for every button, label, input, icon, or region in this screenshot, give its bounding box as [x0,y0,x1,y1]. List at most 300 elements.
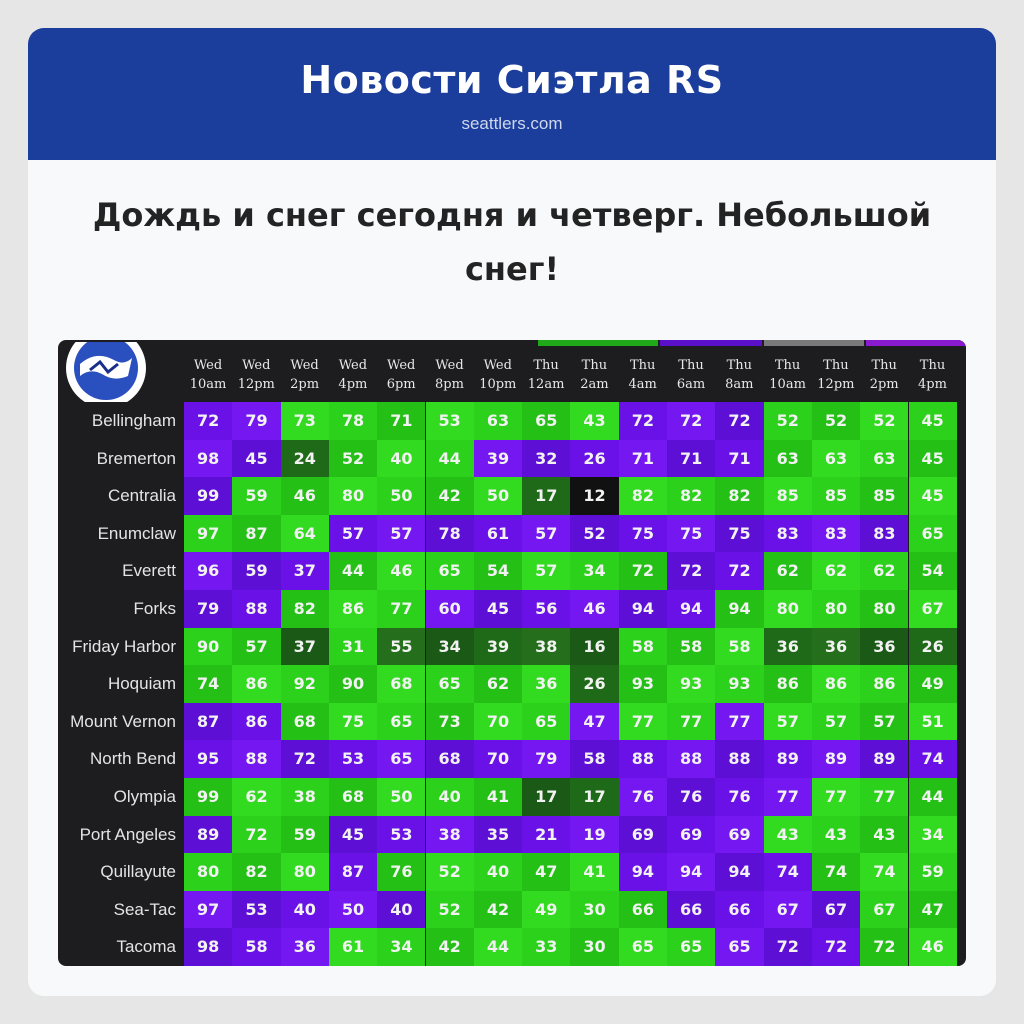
column-header-day: Thu [871,358,897,373]
heatmap-cell: 64 [281,515,329,553]
column-header-day: Thu [919,358,946,373]
heatmap-cell: 97 [184,515,232,553]
heatmap-cell: 47 [522,853,570,891]
column-header-day: Wed [387,358,416,373]
heatmap-cell: 79 [232,402,280,440]
heatmap-cell: 65 [426,552,474,590]
heatmap-cell: 52 [426,853,474,891]
heatmap-cell: 43 [764,816,812,854]
site-url[interactable]: seattlers.com [461,114,563,133]
site-header [28,28,996,160]
column-header [377,356,425,394]
column-header-time: 4am [628,377,657,392]
heatmap-cell: 67 [764,891,812,929]
heatmap-cell: 39 [474,628,522,666]
heatmap-cell: 43 [570,402,618,440]
column-header [522,356,570,394]
column-header [570,356,618,394]
row-label: Bremerton [96,448,176,468]
heatmap-cell: 26 [909,628,957,666]
heatmap-cell: 45 [474,590,522,628]
heatmap-cell: 77 [377,590,425,628]
heatmap-cell: 21 [522,816,570,854]
heatmap-cell: 94 [715,853,763,891]
heatmap-cell: 80 [764,590,812,628]
heatmap-cell: 58 [570,740,618,778]
nws-logo-icon [66,342,146,402]
heatmap-cell: 17 [522,477,570,515]
heatmap-cell: 70 [474,703,522,741]
heatmap-cell: 72 [860,928,908,966]
heatmap-cell: 62 [812,552,860,590]
heatmap-cell: 97 [184,891,232,929]
row-label: Tacoma [116,937,176,957]
heatmap-cell: 38 [281,778,329,816]
color-strip-gray [764,340,864,346]
heatmap-cell: 76 [715,778,763,816]
heatmap-cell: 87 [232,515,280,553]
heatmap-cell: 80 [184,853,232,891]
row-label: North Bend [90,749,176,769]
heatmap-cell: 86 [232,665,280,703]
column-header [329,356,377,394]
heatmap-cell: 75 [329,703,377,741]
column-header-time: 4pm [918,377,947,392]
heatmap-cell: 65 [522,703,570,741]
heatmap-cell: 62 [860,552,908,590]
heatmap-cell: 40 [377,440,425,478]
heatmap-cell: 65 [377,703,425,741]
column-header-day: Thu [774,358,801,373]
heatmap-cell: 86 [329,590,377,628]
heatmap-cell: 70 [474,740,522,778]
heatmap-cell: 46 [377,552,425,590]
heatmap-cell: 63 [474,402,522,440]
heatmap-cell: 59 [281,816,329,854]
heatmap-cell: 44 [909,778,957,816]
column-header [860,356,908,394]
heatmap-cell: 67 [860,891,908,929]
heatmap-cell: 68 [377,665,425,703]
heatmap-cell: 86 [812,665,860,703]
heatmap-cell: 86 [860,665,908,703]
heatmap-cell: 75 [619,515,667,553]
heatmap-cell: 92 [281,665,329,703]
heatmap-cell: 83 [860,515,908,553]
forecast-heatmap [58,340,966,966]
heatmap-cell: 34 [426,628,474,666]
heatmap-cell: 19 [570,816,618,854]
heatmap-cell: 71 [667,440,715,478]
heatmap-cell: 36 [281,928,329,966]
column-header-day: Wed [290,358,319,373]
heatmap-cell: 87 [329,853,377,891]
heatmap-cell: 88 [232,590,280,628]
column-header [426,356,474,394]
heatmap-cell: 59 [232,552,280,590]
heatmap-cell: 80 [329,477,377,515]
heatmap-cell: 82 [667,477,715,515]
heatmap-cell: 65 [522,402,570,440]
heatmap-cell: 74 [184,665,232,703]
column-header [667,356,715,394]
heatmap-cell: 42 [426,928,474,966]
column-header-time: 10am [769,377,806,392]
column-header [281,356,329,394]
column-header-day: Thu [533,358,559,373]
heatmap-cell: 43 [812,816,860,854]
heatmap-cell: 41 [570,853,618,891]
heatmap-cell: 74 [860,853,908,891]
heatmap-cell: 45 [909,402,957,440]
column-header-time: 12pm [237,377,275,392]
heatmap-cell: 94 [667,853,715,891]
heatmap-cell: 89 [184,816,232,854]
heatmap-cell: 80 [860,590,908,628]
heatmap-cell: 82 [281,590,329,628]
heatmap-cell: 66 [715,891,763,929]
heatmap-cell: 82 [715,477,763,515]
column-header [184,356,232,394]
heatmap-cell: 56 [522,590,570,628]
row-label: Hoquiam [107,674,176,694]
heatmap-cell: 54 [909,552,957,590]
color-strip-violet [866,340,966,346]
heatmap-cell: 61 [329,928,377,966]
heatmap-cell: 58 [232,928,280,966]
heatmap-cell: 94 [619,590,667,628]
heatmap-cell: 72 [232,816,280,854]
heatmap-cell: 77 [715,703,763,741]
heatmap-cell: 62 [232,778,280,816]
heatmap-cell: 30 [570,891,618,929]
heatmap-cell: 52 [764,402,812,440]
heatmap-cell: 39 [474,440,522,478]
heatmap-cell: 74 [909,740,957,778]
heatmap-cell: 46 [909,928,957,966]
heatmap-cell: 77 [619,703,667,741]
heatmap-cell: 57 [232,628,280,666]
heatmap-cell: 41 [474,778,522,816]
heatmap-cell: 74 [764,853,812,891]
row-label: Mount Vernon [70,711,176,731]
heatmap-cell: 46 [281,477,329,515]
heatmap-cell: 69 [619,816,667,854]
heatmap-cell: 40 [281,891,329,929]
heatmap-cell: 40 [474,853,522,891]
heatmap-cell: 43 [860,816,908,854]
heatmap-cell: 45 [232,440,280,478]
heatmap-cell: 72 [619,402,667,440]
heatmap-cell: 57 [860,703,908,741]
heatmap-cell: 36 [860,628,908,666]
heatmap-cell: 24 [281,440,329,478]
heatmap-cell: 72 [764,928,812,966]
row-label: Quillayute [100,862,176,882]
column-header [715,356,763,394]
heatmap-cell: 71 [715,440,763,478]
column-header-day: Wed [242,358,271,373]
heatmap-cell: 69 [667,816,715,854]
heatmap-cell: 80 [812,590,860,628]
column-header-time: 12am [527,377,565,392]
heatmap-cell: 52 [570,515,618,553]
heatmap-cell: 63 [860,440,908,478]
column-header-time: 8pm [435,377,464,392]
heatmap-cell: 72 [812,928,860,966]
heatmap-cell: 16 [570,628,618,666]
heatmap-cell: 74 [812,853,860,891]
column-header [909,356,957,394]
column-header-time: 10pm [479,377,517,392]
heatmap-cell: 26 [570,440,618,478]
heatmap-cell: 37 [281,628,329,666]
heatmap-cell: 85 [764,477,812,515]
heatmap-cell: 90 [329,665,377,703]
heatmap-cell: 38 [426,816,474,854]
heatmap-cell: 99 [184,477,232,515]
heatmap-cell: 72 [184,402,232,440]
heatmap-cell: 66 [619,891,667,929]
heatmap-cell: 49 [522,891,570,929]
heatmap-cell: 59 [232,477,280,515]
column-header [232,356,280,394]
column-header-day: Wed [483,358,512,373]
heatmap-cell: 50 [474,477,522,515]
heatmap-cell: 59 [909,853,957,891]
heatmap-cell: 62 [764,552,812,590]
heatmap-cell: 83 [812,515,860,553]
heatmap-cell: 68 [281,703,329,741]
heatmap-cell: 52 [812,402,860,440]
column-header-day: Thu [581,358,608,373]
column-header [619,356,667,394]
column-header-time: 6pm [386,377,416,392]
heatmap-cell: 35 [474,816,522,854]
heatmap-cell: 65 [619,928,667,966]
heatmap-cell: 85 [812,477,860,515]
heatmap-cell: 93 [619,665,667,703]
heatmap-cell: 40 [377,891,425,929]
column-header [764,356,812,394]
heatmap-cell: 72 [667,402,715,440]
heatmap-cell: 77 [764,778,812,816]
heatmap-cell: 71 [377,402,425,440]
heatmap-cell: 96 [184,552,232,590]
heatmap-cell: 17 [522,778,570,816]
heatmap-cell: 32 [522,440,570,478]
heatmap-cell: 36 [522,665,570,703]
heatmap-cell: 34 [909,816,957,854]
heatmap-cell: 65 [715,928,763,966]
headline: Дождь и снег сегодня и четверг. Небольшой снег! [92,196,932,288]
heatmap-cell: 52 [426,891,474,929]
column-header-time: 4pm [338,377,368,392]
column-header-day: Wed [193,358,223,373]
heatmap-cell: 51 [909,703,957,741]
site-title: Новости Сиэтла RS [300,58,724,102]
column-header-time: 6am [676,377,706,392]
heatmap-cell: 44 [474,928,522,966]
column-header-day: Thu [823,358,849,373]
heatmap-cell: 88 [715,740,763,778]
heatmap-cell: 50 [377,778,425,816]
heatmap-cell: 52 [860,402,908,440]
heatmap-cell: 89 [764,740,812,778]
row-label: Forks [133,599,176,618]
heatmap-cell: 42 [426,477,474,515]
heatmap-cell: 40 [426,778,474,816]
heatmap-cell: 62 [474,665,522,703]
heatmap-cell: 75 [667,515,715,553]
heatmap-cell: 57 [764,703,812,741]
row-label: Sea-Tac [113,899,176,919]
heatmap-cell: 50 [377,477,425,515]
heatmap-cell: 58 [619,628,667,666]
heatmap-cell: 47 [909,891,957,929]
heatmap-cell: 52 [329,440,377,478]
heatmap-cell: 76 [619,778,667,816]
column-header [812,356,860,394]
heatmap-cell: 34 [377,928,425,966]
heatmap-cell: 80 [281,853,329,891]
row-label: Bellingham [91,411,176,430]
heatmap-cell: 33 [522,928,570,966]
heatmap-cell: 31 [329,628,377,666]
heatmap-cell: 50 [329,891,377,929]
heatmap-cell: 93 [715,665,763,703]
heatmap-cell: 78 [426,515,474,553]
heatmap-cell: 45 [329,816,377,854]
column-header [474,356,522,394]
column-header-time: 2am [580,377,609,392]
heatmap-cell: 88 [232,740,280,778]
heatmap-cell: 30 [570,928,618,966]
heatmap-cell: 71 [619,440,667,478]
heatmap-cell: 65 [377,740,425,778]
heatmap-cell: 65 [667,928,715,966]
heatmap-cell: 87 [184,703,232,741]
heatmap-cell: 45 [909,477,957,515]
post-card [28,28,996,996]
heatmap-cell: 93 [667,665,715,703]
heatmap-cell: 85 [860,477,908,515]
heatmap-cell: 89 [812,740,860,778]
heatmap-cell: 94 [619,853,667,891]
column-header-day: Thu [629,358,656,373]
heatmap-cell: 82 [232,853,280,891]
heatmap-cell: 55 [377,628,425,666]
heatmap-cell: 69 [715,816,763,854]
heatmap-cell: 44 [426,440,474,478]
heatmap-cell: 78 [329,402,377,440]
heatmap-cell: 68 [426,740,474,778]
heatmap-cell: 89 [860,740,908,778]
heatmap-cell: 57 [377,515,425,553]
heatmap-cell: 77 [860,778,908,816]
color-strip-green [538,340,658,346]
heatmap-cell: 86 [764,665,812,703]
heatmap-cell: 60 [426,590,474,628]
heatmap-cell: 57 [812,703,860,741]
heatmap-cell: 42 [474,891,522,929]
heatmap-cell: 44 [329,552,377,590]
column-header-day: Thu [726,358,752,373]
heatmap-cell: 94 [715,590,763,628]
column-header-day: Thu [678,358,704,373]
column-header-time: 2pm [290,377,320,392]
heatmap-cell: 79 [522,740,570,778]
heatmap-cell: 47 [570,703,618,741]
heatmap-cell: 63 [764,440,812,478]
color-strip-purple [660,340,762,346]
heatmap-cell: 34 [570,552,618,590]
heatmap-cell: 38 [522,628,570,666]
heatmap-cell: 76 [667,778,715,816]
heatmap-cell: 98 [184,928,232,966]
heatmap-cell: 54 [474,552,522,590]
heatmap-cell: 45 [909,440,957,478]
row-label: Enumclaw [97,523,176,543]
heatmap-cell: 37 [281,552,329,590]
heatmap-cell: 99 [184,778,232,816]
heatmap-cell: 77 [812,778,860,816]
heatmap-cell: 79 [184,590,232,628]
heatmap-cell: 67 [812,891,860,929]
heatmap-cell: 94 [667,590,715,628]
heatmap-cell: 88 [667,740,715,778]
heatmap-cell: 46 [570,590,618,628]
heatmap-cell: 63 [812,440,860,478]
column-header-time: 10am [189,377,227,392]
heatmap-cell: 72 [667,552,715,590]
heatmap-cell: 98 [184,440,232,478]
heatmap-cell: 66 [667,891,715,929]
heatmap-cell: 88 [619,740,667,778]
heatmap-cell: 26 [570,665,618,703]
heatmap-cell: 65 [426,665,474,703]
heatmap-cell: 57 [522,552,570,590]
row-label: Port Angeles [79,824,176,844]
heatmap-cell: 95 [184,740,232,778]
heatmap-cell: 58 [715,628,763,666]
heatmap-cell: 53 [329,740,377,778]
heatmap-cell: 17 [570,778,618,816]
column-header-day: Wed [435,358,464,373]
heatmap-cell: 83 [764,515,812,553]
heatmap-cell: 82 [619,477,667,515]
heatmap-cell: 12 [570,477,618,515]
row-label: Everett [122,561,176,581]
heatmap-cell: 72 [715,552,763,590]
heatmap-cell: 75 [715,515,763,553]
heatmap-cell: 72 [619,552,667,590]
heatmap-cell: 57 [522,515,570,553]
heatmap-cell: 58 [667,628,715,666]
heatmap-cell: 90 [184,628,232,666]
heatmap-cell: 72 [715,402,763,440]
heatmap-cell: 68 [329,778,377,816]
heatmap-cell: 77 [667,703,715,741]
heatmap-cell: 53 [426,402,474,440]
column-header-time: 12pm [817,377,855,392]
heatmap-cell: 61 [474,515,522,553]
column-header-time: 8am [725,377,754,392]
heatmap-cell: 57 [329,515,377,553]
heatmap-cell: 73 [426,703,474,741]
column-header-day: Wed [338,358,368,373]
heatmap-cell: 67 [909,590,957,628]
